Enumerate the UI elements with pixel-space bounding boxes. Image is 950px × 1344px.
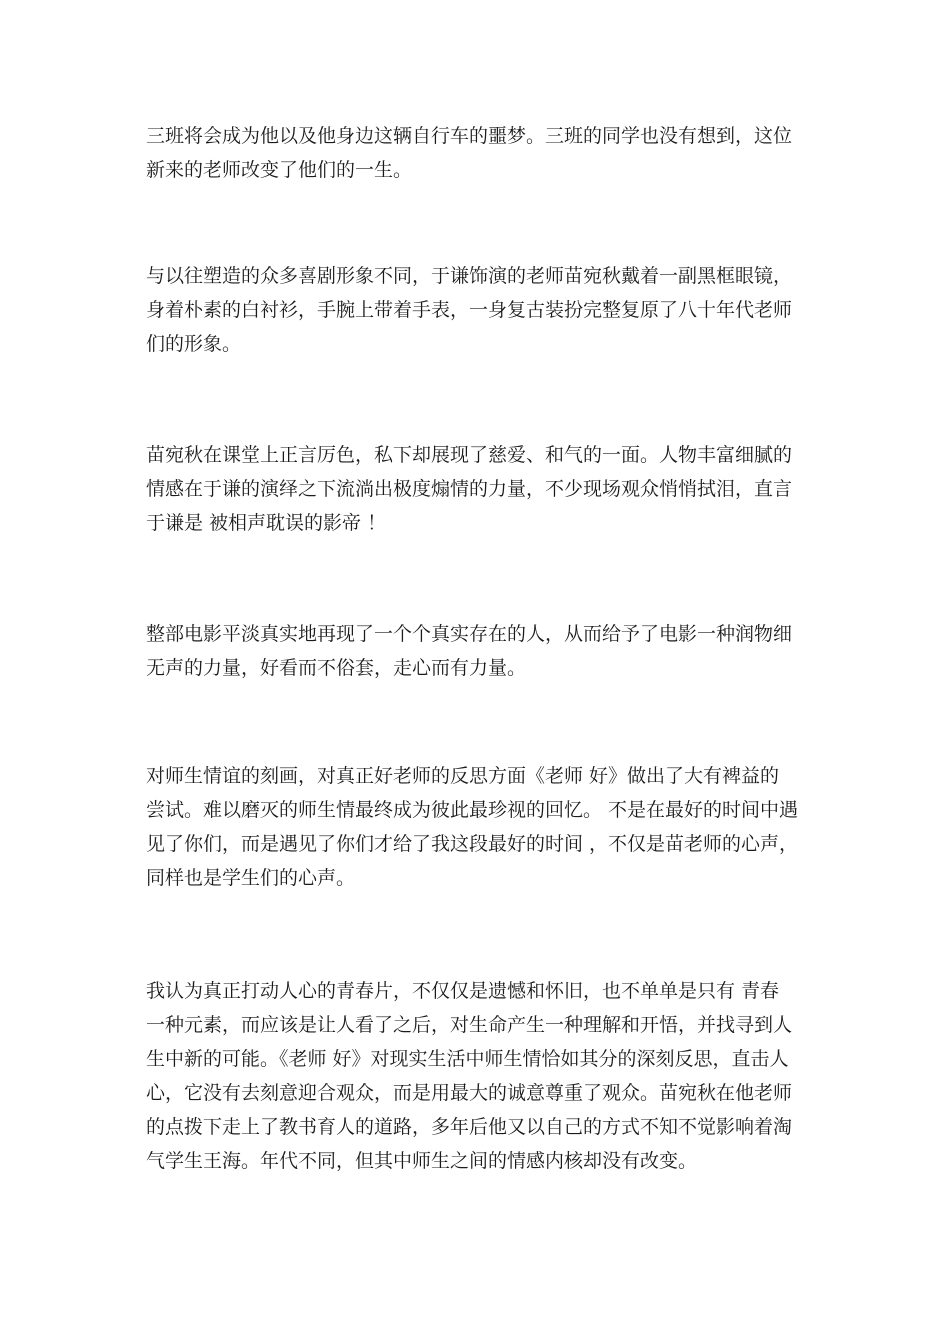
paragraph-line: 尝试。难以磨灭的师生情最终成为彼此最珍视的回忆。 不是在最好的时间中遇 [146, 799, 799, 821]
paragraph-line: 情感在于谦的演绎之下流淌出极度煽情的力量，不少现场观众悄悄拭泪，直言 [146, 478, 793, 500]
paragraph-line: 生中新的可能。《老师 好》对现实生活中师生情恰如其分的深刻反思，直击人 [146, 1048, 789, 1070]
paragraph-line: 于谦是 被相声耽误的影帝 ！ [146, 512, 387, 534]
paragraph-4 [146, 617, 816, 685]
paragraph-line: 的点拨下走上了教书育人的道路，多年后他又以自己的方式不知不觉影响着淘 [146, 1116, 793, 1138]
paragraph-line: 我认为真正打动人心的青春片，不仅仅是遗憾和怀旧，也不单单是只有 青春 [146, 980, 780, 1002]
paragraph-1 [146, 119, 816, 187]
paragraph-line: 见了你们，而是遇见了你们才给了我这段最好的时间 ，不仅是苗老师的心声， [146, 833, 799, 855]
paragraph-line: 同样也是学生们的心声。 [146, 867, 356, 889]
paragraph-line: 整部电影平淡真实地再现了一个个真实存在的人，从而给予了电影一种润物细 [146, 623, 793, 645]
paragraph-2 [146, 259, 816, 361]
paragraph-line: 与以往塑造的众多喜剧形象不同，于谦饰演的老师苗宛秋戴着一副黑框眼镜， [146, 265, 793, 287]
paragraph-line: 对师生情谊的刻画，对真正好老师的反思方面《老师 好》做出了大有裨益的 [146, 765, 780, 787]
paragraph-6 [146, 974, 816, 1178]
paragraph-line: 无声的力量，好看而不俗套，走心而有力量。 [146, 657, 527, 679]
paragraph-line: 三班将会成为他以及他身边这辆自行车的噩梦。三班的同学也没有想到，这位 [146, 125, 793, 147]
paragraph-5 [146, 759, 816, 895]
paragraph-line: 苗宛秋在课堂上正言厉色，私下却展现了慈爱、和气的一面。人物丰富细腻的 [146, 444, 793, 466]
paragraph-line: 新来的老师改变了他们的一生。 [146, 159, 413, 181]
paragraph-line: 一种元素，而应该是让人看了之后，对生命产生一种理解和开悟，并找寻到人 [146, 1014, 793, 1036]
paragraph-line: 气学生王海。年代不同，但其中师生之间的情感内核却没有改变。 [146, 1150, 698, 1172]
paragraph-line: 们的形象。 [146, 333, 242, 355]
paragraph-line: 心，它没有去刻意迎合观众，而是用最大的诚意尊重了观众。苗宛秋在他老师 [146, 1082, 793, 1104]
paragraph-3 [146, 438, 816, 540]
paragraph-line: 身着朴素的白衬衫，手腕上带着手表，一身复古装扮完整复原了八十年代老师 [146, 299, 793, 321]
